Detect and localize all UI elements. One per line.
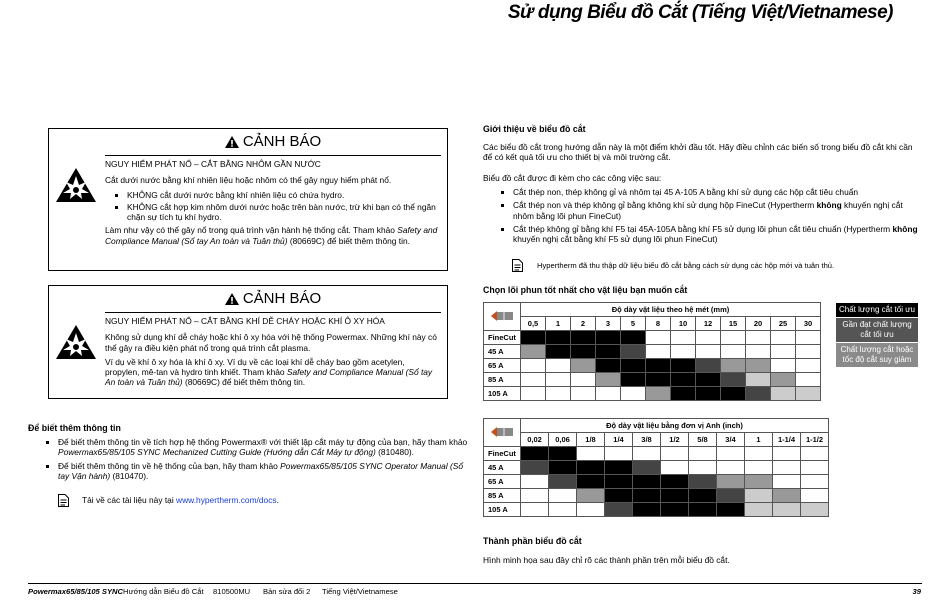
table-row: [484, 387, 821, 401]
table-row: [484, 461, 829, 475]
table-row: [484, 373, 821, 387]
more-info-heading: Để biết thêm thông tin: [28, 423, 121, 433]
quality-cell: [661, 475, 689, 489]
warning-box-aluminum: [48, 128, 448, 271]
quality-cell: [745, 475, 773, 489]
quality-cell: [546, 387, 571, 401]
intro-p1: Các biểu đồ cắt trong hướng dẫn này là một điểm khởi đầu tốt. Hãy điều chỉnh các biến số trong biểu đồ cắt khi cần để có kết quả tối ưu cho thiết bị và môi trường cắt.: [483, 142, 913, 163]
thickness-column-header: 3: [596, 317, 621, 331]
thickness-column-header: 25: [771, 317, 796, 331]
thickness-column-header: 1: [745, 433, 773, 447]
quality-cell: [596, 359, 621, 373]
quality-cell: [689, 461, 717, 475]
warning-bullet: ▪ KHÔNG cắt dưới nước bằng khí nhiên liệu có chứa hydro.: [127, 190, 441, 200]
quality-cell: [521, 373, 546, 387]
quality-cell: [633, 475, 661, 489]
more-info-bullet: ▪ Để biết thêm thông tin về hệ thống của bạn, hãy tham khảo Powermax65/85/105 SYNC Operator Manual (Sổ tay Vận hành) (810470).: [58, 461, 468, 482]
quality-cell: [746, 331, 771, 345]
row-label: 65 A: [484, 359, 521, 373]
quality-cell: [801, 475, 829, 489]
warning-heading: CẢNH BÁO: [105, 286, 441, 313]
legend-degraded: Chất lượng cắt hoặc tốc độ cắt suy giảm: [836, 343, 918, 367]
quality-cell: [745, 447, 773, 461]
row-label: 105 A: [484, 387, 521, 401]
quality-cell: [671, 331, 696, 345]
row-label: FineCut: [484, 447, 521, 461]
quality-cell: [633, 461, 661, 475]
quality-cell: [796, 387, 821, 401]
quality-cell: [546, 331, 571, 345]
quality-cell: [696, 331, 721, 345]
quality-cell: [521, 387, 546, 401]
thickness-column-header: 5: [621, 317, 646, 331]
quality-legend: [836, 303, 918, 368]
quality-cell: [773, 447, 801, 461]
row-label: 45 A: [484, 461, 521, 475]
thickness-column-header: 1/2: [661, 433, 689, 447]
quality-cell: [671, 359, 696, 373]
quality-cell: [717, 503, 745, 517]
thickness-column-header: 15: [721, 317, 746, 331]
quality-cell: [521, 345, 546, 359]
note-icon: [58, 494, 69, 507]
intro-bullet: ▪ Cắt thép non, thép không gỉ và nhôm tại 45 A-105 A bằng khí sử dụng các hộp cắt tiêu chuẩn: [513, 187, 923, 197]
torch-icon: [491, 425, 513, 439]
quality-cell: [661, 447, 689, 461]
quality-cell: [801, 489, 829, 503]
quality-cell: [721, 331, 746, 345]
quality-cell: [577, 461, 605, 475]
quality-cell: [605, 461, 633, 475]
quality-cell: [717, 447, 745, 461]
quality-cell: [689, 489, 717, 503]
note-icon: [512, 259, 523, 272]
quality-cell: [721, 345, 746, 359]
table-row: [484, 489, 829, 503]
quality-cell: [689, 503, 717, 517]
table-row: [484, 345, 821, 359]
thickness-column-header: 1/8: [577, 433, 605, 447]
row-label: 85 A: [484, 489, 521, 503]
quality-cell: [689, 475, 717, 489]
warning-bullets: [105, 190, 441, 223]
quality-cell: [745, 489, 773, 503]
page-title: Sử dụng Biểu đồ Cắt (Tiếng Việt/Vietnamese): [507, 2, 893, 23]
quality-cell: [721, 359, 746, 373]
quality-cell: [571, 359, 596, 373]
row-label: 105 A: [484, 503, 521, 517]
quality-cell: [605, 489, 633, 503]
quality-cell: [571, 345, 596, 359]
more-info-bullet: ▪ Để biết thêm thông tin về tích hợp hệ thống Powermax® với thiết lập cắt máy tự động của bạn, hãy tham khảo Powermax65/85/105 SYNC Mechanized Cutting Guide (Hướng dẫn Cắt Máy tự động) (810480).: [58, 437, 468, 458]
warning-body: [105, 159, 441, 250]
quality-cell: [773, 489, 801, 503]
quality-cell: [771, 387, 796, 401]
metric-thickness-table: [483, 302, 821, 401]
quality-cell: [621, 387, 646, 401]
footer-guide: Hướng dẫn Biểu đồ Cắt: [123, 587, 204, 596]
quality-cell: [771, 331, 796, 345]
legend-optimal: Chất lượng cắt tối ưu: [836, 303, 918, 317]
warning-para: Ví dụ về khí ô xy hóa là khí ô xy. Ví dụ về các loại khí dễ cháy bao gồm acetylen, propylen, mê-tan và hydro tinh khiết. Tham khảo Safety and Compliance Manual (Sổ tay An toàn và Tuân thủ) (80669C) để biết thêm thông tin.: [105, 356, 433, 388]
warning-outro: Làm như vậy có thể gây nổ trong quá trình vận hành hệ thống cắt. Tham khảo Safety and Compliance Manual (Sổ tay An toàn và Tuân thủ) (80669C) để biết thêm thông tin.: [105, 225, 438, 246]
intro-bullet: ▪ Cắt thép không gỉ bằng khí F5 tại 45A-105A bằng khí F5 sử dụng lõi phun cắt tiêu chuẩn (Hypertherm không khuyến nghị cắt bằng khí F5 sử dụng lõi phun FineCut): [513, 224, 923, 245]
quality-cell: [577, 475, 605, 489]
thickness-column-header: 1: [546, 317, 571, 331]
row-label: 85 A: [484, 373, 521, 387]
torch-icon-cell: [484, 303, 521, 331]
quality-cell: [773, 461, 801, 475]
quality-cell: [521, 461, 549, 475]
quality-cell: [549, 489, 577, 503]
thickness-column-header: 3/8: [633, 433, 661, 447]
quality-cell: [633, 489, 661, 503]
warning-body: [105, 316, 441, 392]
warning-subheading: NGUY HIỂM PHÁT NỔ – CẮT BẰNG NHÔM GẦN NƯỚC: [105, 159, 321, 169]
quality-cell: [577, 489, 605, 503]
intro-p2: Biểu đồ cắt được đi kèm cho các công việc sau:: [483, 173, 662, 183]
thickness-column-header: 2: [571, 317, 596, 331]
thickness-column-header: 1-1/2: [801, 433, 829, 447]
warning-triangle-icon: [225, 136, 239, 148]
quality-cell: [577, 447, 605, 461]
thickness-column-header: 0,02: [521, 433, 549, 447]
quality-cell: [696, 345, 721, 359]
quality-cell: [546, 373, 571, 387]
quality-cell: [745, 461, 773, 475]
metric-table-wrap: [483, 302, 821, 401]
quality-cell: [717, 475, 745, 489]
quality-cell: [661, 461, 689, 475]
footer-page: 39: [912, 587, 921, 596]
intro-bullet: ▪ Cắt thép non và thép không gỉ bằng không khí sử dụng hộp FineCut (Hypertherm không khuyến nghị cắt nhôm bằng lõi phun FineCut): [513, 200, 923, 221]
thickness-column-header: 1-1/4: [773, 433, 801, 447]
quality-cell: [646, 331, 671, 345]
legend-near-optimal: Gần đạt chất lượng cắt tối ưu: [836, 318, 918, 342]
quality-cell: [771, 345, 796, 359]
footer-lang: Tiếng Việt/Vietnamese: [322, 587, 398, 596]
explosion-hazard-icon: [55, 324, 97, 360]
quality-cell: [721, 373, 746, 387]
quality-cell: [773, 475, 801, 489]
table-title: Độ dày vật liệu theo hệ mét (mm): [521, 303, 821, 317]
quality-cell: [696, 387, 721, 401]
table-title: Độ dày vật liệu bằng đơn vị Anh (inch): [521, 419, 829, 433]
quality-cell: [717, 489, 745, 503]
quality-cell: [605, 503, 633, 517]
quality-cell: [621, 373, 646, 387]
warning-para: Không sử dụng khí dễ cháy hoặc khí ô xy hóa với hệ thống Powermax. Những khí này có thể gây ra điều kiện phát nổ trong quá trình cắt plasma.: [105, 332, 437, 353]
quality-cell: [773, 503, 801, 517]
quality-cell: [796, 345, 821, 359]
quality-cell: [546, 345, 571, 359]
quality-cell: [696, 359, 721, 373]
components-heading: Thành phần biểu đồ cắt: [483, 536, 582, 546]
quality-cell: [546, 359, 571, 373]
quality-cell: [671, 373, 696, 387]
quality-cell: [646, 387, 671, 401]
quality-cell: [746, 373, 771, 387]
quality-cell: [571, 373, 596, 387]
warning-subheading: NGUY HIỂM PHÁT NỔ – CẮT BẰNG KHÍ DỄ CHÁY HOẶC KHÍ Ô XY HÓA: [105, 316, 385, 326]
quality-cell: [671, 387, 696, 401]
row-label: 65 A: [484, 475, 521, 489]
quality-cell: [771, 359, 796, 373]
quality-cell: [633, 503, 661, 517]
quality-cell: [796, 331, 821, 345]
quality-cell: [521, 503, 549, 517]
quality-cell: [621, 331, 646, 345]
quality-cell: [646, 359, 671, 373]
quality-cell: [549, 475, 577, 489]
explosion-hazard-icon: [55, 167, 97, 203]
quality-cell: [596, 373, 621, 387]
quality-cell: [796, 359, 821, 373]
quality-cell: [801, 503, 829, 517]
thickness-column-header: 1/4: [605, 433, 633, 447]
inch-thickness-table: [483, 418, 829, 517]
thickness-column-header: 8: [646, 317, 671, 331]
more-info-note: Tải về các tài liệu này tại www.hypertherm.com/docs.: [82, 495, 279, 505]
quality-cell: [717, 461, 745, 475]
quality-cell: [646, 345, 671, 359]
warning-bullet: ▪ KHÔNG cắt hợp kim nhôm dưới nước hoặc trên bàn nước, trừ khi bạn có thể ngăn chặn sự tích tụ khí hydro.: [127, 202, 441, 223]
quality-cell: [746, 345, 771, 359]
thickness-column-header: 0,06: [549, 433, 577, 447]
warning-heading: CẢNH BÁO: [105, 129, 441, 156]
intro-list: [483, 187, 923, 247]
thickness-column-header: 5/8: [689, 433, 717, 447]
torch-icon-cell: [484, 419, 521, 447]
warning-intro: Cắt dưới nước bằng khí nhiên liệu hoặc nhôm có thể gây nguy hiểm phát nổ.: [105, 175, 392, 186]
quality-cell: [661, 489, 689, 503]
quality-cell: [577, 503, 605, 517]
quality-cell: [771, 373, 796, 387]
quality-cell: [549, 503, 577, 517]
quality-cell: [696, 373, 721, 387]
quality-cell: [521, 359, 546, 373]
quality-cell: [521, 331, 546, 345]
quality-cell: [633, 447, 661, 461]
table-row: [484, 503, 829, 517]
quality-cell: [621, 345, 646, 359]
intro-note: Hypertherm đã thu thập dữ liệu biểu đồ cắt bằng cách sử dụng các hộp mới và tuân thủ.: [537, 261, 835, 270]
quality-cell: [571, 387, 596, 401]
warning-triangle-icon: [225, 293, 239, 305]
intro-heading: Giới thiệu về biểu đồ cắt: [483, 124, 586, 134]
quality-cell: [721, 387, 746, 401]
quality-cell: [521, 447, 549, 461]
quality-cell: [571, 331, 596, 345]
footer-rev: Bản sửa đổi 2: [263, 587, 311, 596]
table-row: [484, 475, 829, 489]
quality-cell: [596, 387, 621, 401]
table-row: [484, 359, 821, 373]
torch-icon: [491, 309, 513, 323]
thickness-column-header: 3/4: [717, 433, 745, 447]
quality-cell: [689, 447, 717, 461]
footer-part: 810500MU: [213, 587, 251, 596]
table-row: [484, 447, 829, 461]
thickness-column-header: 0,5: [521, 317, 546, 331]
quality-cell: [796, 373, 821, 387]
quality-cell: [671, 345, 696, 359]
quality-cell: [661, 503, 689, 517]
row-label: 45 A: [484, 345, 521, 359]
table-row: [484, 331, 821, 345]
quality-cell: [801, 461, 829, 475]
thickness-column-header: 12: [696, 317, 721, 331]
quality-cell: [549, 447, 577, 461]
inch-table-wrap: [483, 418, 829, 517]
more-info-list: [28, 437, 468, 484]
quality-cell: [521, 489, 549, 503]
quality-cell: [596, 331, 621, 345]
thickness-column-header: 20: [746, 317, 771, 331]
quality-cell: [746, 359, 771, 373]
quality-cell: [801, 447, 829, 461]
quality-cell: [521, 475, 549, 489]
quality-cell: [596, 345, 621, 359]
quality-cell: [549, 461, 577, 475]
footer-product: Powermax65/85/105 SYNC: [28, 587, 123, 596]
quality-cell: [605, 475, 633, 489]
quality-cell: [745, 503, 773, 517]
thickness-column-header: 10: [671, 317, 696, 331]
chooser-heading: Chọn lõi phun tốt nhất cho vật liệu bạn muốn cắt: [483, 285, 688, 295]
components-p: Hình minh họa sau đây chỉ rõ các thành phần trên mỗi biểu đồ cắt.: [483, 555, 730, 565]
docs-link[interactable]: www.hypertherm.com/docs: [176, 495, 277, 505]
warning-box-gas: [48, 285, 448, 399]
quality-cell: [646, 373, 671, 387]
quality-cell: [621, 359, 646, 373]
quality-cell: [746, 387, 771, 401]
row-label: FineCut: [484, 331, 521, 345]
quality-cell: [605, 447, 633, 461]
thickness-column-header: 30: [796, 317, 821, 331]
